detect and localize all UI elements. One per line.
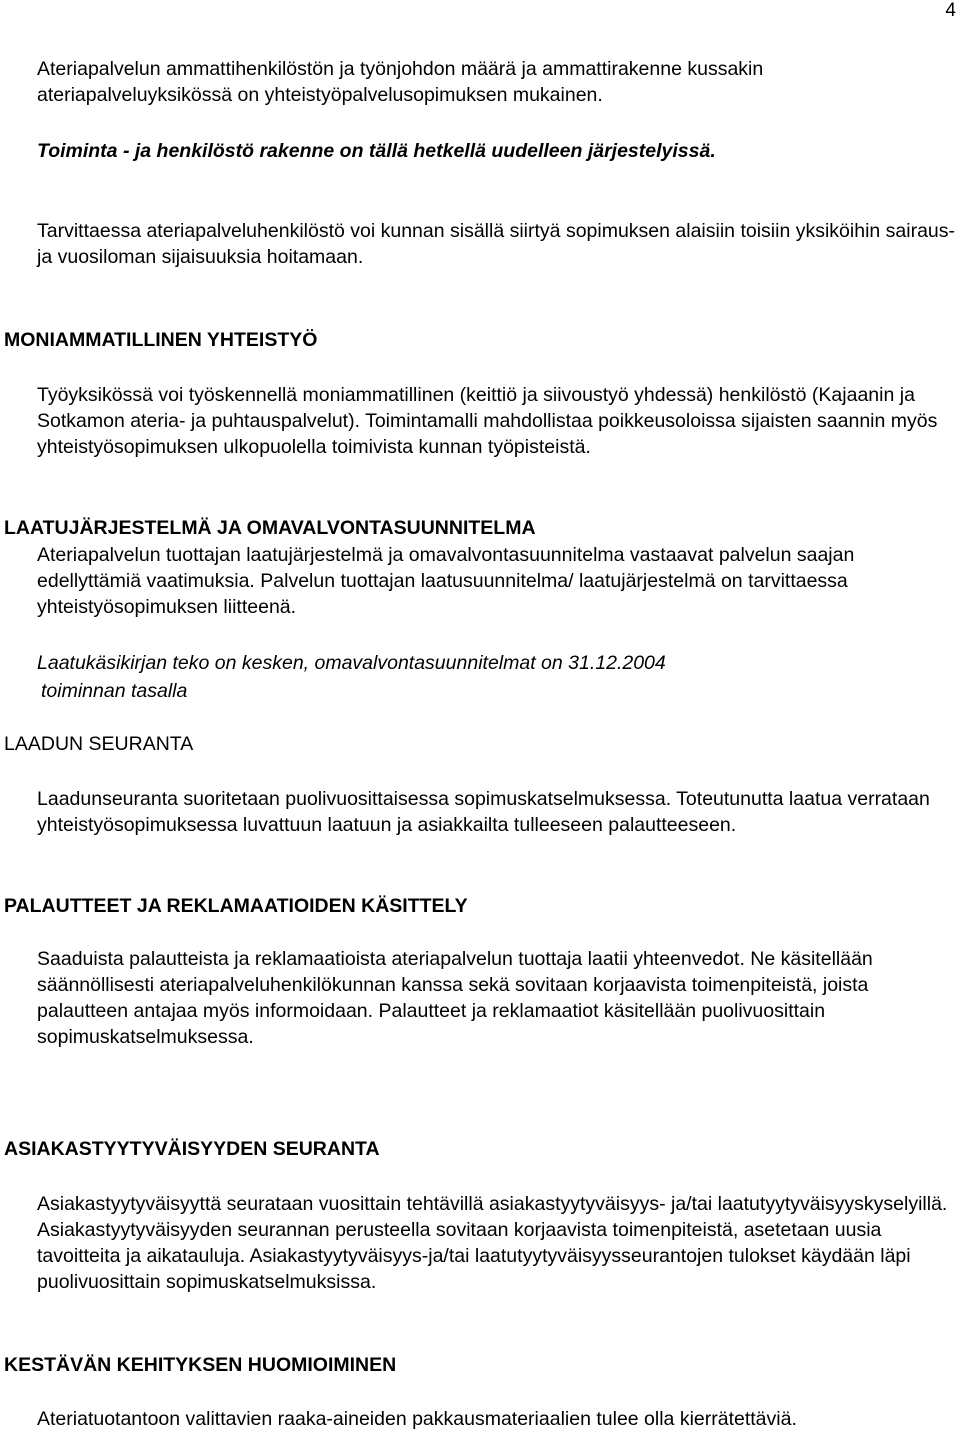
intro-paragraph-3: Tarvittaessa ateriapalveluhenkilöstö voi kunnan sisällä siirtyä sopimuksen alaisiin toisiin yksiköihin sairaus- ja vuosiloman sijaisuuksia hoitamaan. — [37, 220, 956, 268]
heading-laatujarjestelma: LAATUJÄRJESTELMÄ JA OMAVALVONTASUUNNITELMA — [4, 517, 536, 539]
heading-moniammatillinen: MONIAMMATILLINEN YHTEISTYÖ — [4, 329, 318, 351]
intro-paragraph-2: Toiminta - ja henkilöstö rakenne on tällä hetkellä uudelleen järjestelyissä. — [37, 140, 716, 162]
heading-kestava: KESTÄVÄN KEHITYKSEN HUOMIOIMINEN — [4, 1354, 397, 1376]
asiakastyytyvaisyys-paragraph: Asiakastyytyväisyyttä seurataan vuosittain tehtävillä asiakastyytyväisyys- ja/tai laatutyytyväisyyskyselyillä. Asiakastyytyväisyyden seurannan perusteella sovitaan korjaavista toimenpiteistä, asetetaan uusia tavoitteita ja aikatauluja. Asiakastyytyväisyys-ja/tai laatutyytyväisyysseurantojen tulokset käydään läpi puolivuosittain sopimuskatselmuksissa. — [37, 1193, 948, 1293]
laatujarjestelma-paragraph: Ateriapalvelun tuottajan laatujärjestelmä ja omavalvontasuunnitelma vastaavat palvelun saajan edellyttämiä vaatimuksia. Palvelun tuottajan laatusuunnitelma/ laatujärjestelmä on tarvittaessa yhteistyösopimuksen liitteenä. — [37, 544, 855, 618]
moniammatillinen-paragraph: Työyksikössä voi työskennellä moniammatillinen (keittiö ja siivoustyö yhdessä) henkilöstö (Kajaanin ja Sotkamon ateria- ja puhtauspalvelut). Toimintamalli mahdollistaa poikkeusoloissa sijaisten saannin myös yhteistyösopimuksen ulkopuolella toimivista kunnan työpisteistä. — [37, 384, 938, 458]
laadun-seuranta-paragraph: Laadunseuranta suoritetaan puolivuosittaisessa sopimuskatselmuksessa. Toteutunutta laatua verrataan yhteistyösopimuksessa luvattuun laatuun ja asiakkailta tulleeseen palautteeseen. — [37, 788, 930, 836]
palautteet-paragraph: Saaduista palautteista ja reklamaatioista ateriapalvelun tuottaja laatii yhteenvedot. Ne käsitellään säännöllisesti ateriapalveluhenkilökunnan kanssa sekä sovitaan korjaavista toimenpiteistä, joista palautteen antajaa myös informoidaan. Palautteet ja reklamaatiot käsitellään puolivuosittain sopimuskatselmuksessa. — [37, 948, 873, 1048]
page-number: 4 — [945, 0, 956, 21]
heading-asiakastyytyvaisyys: ASIAKASTYYTYVÄISYYDEN SEURANTA — [4, 1138, 380, 1160]
kestava-paragraph: Ateriatuotantoon valittavien raaka-aineiden pakkausmateriaalien tulee olla kierrätettäviä. — [37, 1408, 797, 1430]
intro-paragraph-1: Ateriapalvelun ammattihenkilöstön ja työnjohdon määrä ja ammattirakenne kussakin ateriapalveluyksikössä on yhteistyöpalvelusopimuksen mukainen. — [37, 58, 764, 106]
heading-laadun-seuranta: LAADUN SEURANTA — [4, 733, 194, 755]
heading-palautteet: PALAUTTEET JA REKLAMAATIOIDEN KÄSITTELY — [4, 895, 468, 917]
laatujarjestelma-note-line-1: Laatukäsikirjan teko on kesken, omavalvontasuunnitelmat on 31.12.2004 — [37, 652, 666, 674]
laatujarjestelma-note-line-2: toiminnan tasalla — [41, 680, 188, 702]
